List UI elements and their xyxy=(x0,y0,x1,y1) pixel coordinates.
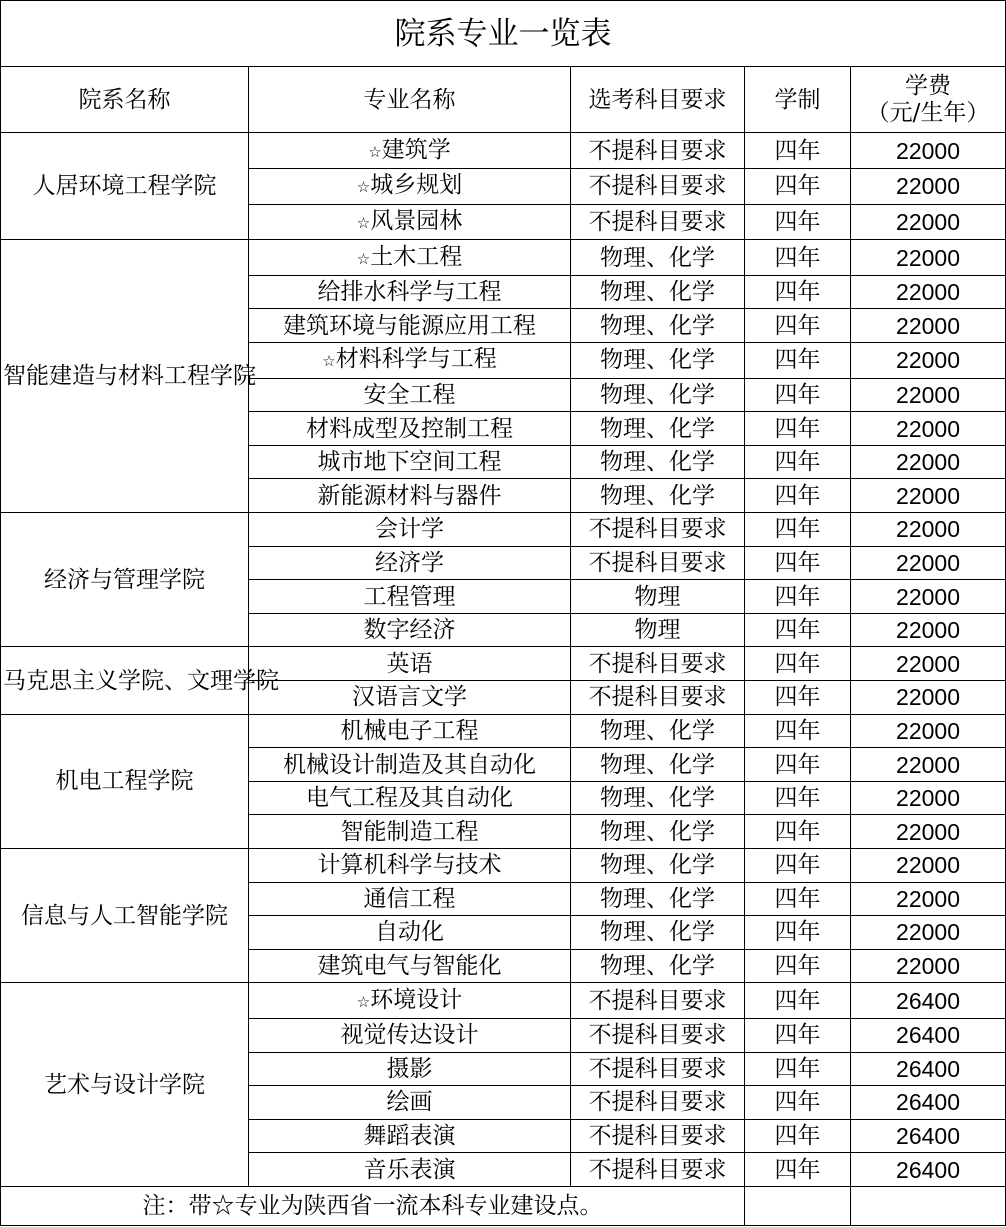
major-name-cell xyxy=(249,309,571,343)
major-name-cell xyxy=(249,378,571,412)
major-name: 建筑电气与智能化 xyxy=(317,953,502,980)
subjects-cell: 物理、化学 xyxy=(571,916,745,950)
subjects-cell: 不提科目要求 xyxy=(571,681,745,715)
major-name: 新能源材料与器件 xyxy=(317,482,502,509)
header-subjects: 选考科目要求 xyxy=(571,67,745,133)
subjects-cell: 物理、化学 xyxy=(571,378,745,412)
subjects-cell: 物理 xyxy=(571,613,745,647)
header-fee-line2: （元/生年） xyxy=(866,99,990,126)
major-name: 土木工程 xyxy=(370,243,463,270)
subjects-cell: 不提科目要求 xyxy=(571,1153,745,1187)
fee-cell: 22000 xyxy=(851,343,1006,379)
major-name: 风景园林 xyxy=(370,207,463,234)
major-name-cell xyxy=(249,781,571,815)
empty-cell xyxy=(851,1186,1006,1225)
fee-cell: 22000 xyxy=(851,546,1006,580)
major-name-cell xyxy=(249,240,571,276)
fee-cell: 22000 xyxy=(851,849,1006,883)
subjects-cell: 不提科目要求 xyxy=(571,546,745,580)
major-name: 摄影 xyxy=(386,1055,433,1082)
duration-cell: 四年 xyxy=(745,1153,851,1187)
fee-cell: 22000 xyxy=(851,580,1006,614)
subjects-cell: 不提科目要求 xyxy=(571,1119,745,1153)
fee-cell: 26400 xyxy=(851,983,1006,1019)
subjects-cell: 不提科目要求 xyxy=(571,169,745,205)
fee-cell: 22000 xyxy=(851,916,1006,950)
college-name-cell: 人居环境工程学院 xyxy=(1,133,249,240)
major-name: 会计学 xyxy=(375,516,444,543)
header-row xyxy=(1,67,1006,133)
table-row xyxy=(1,849,1006,883)
star-icon: ☆ xyxy=(322,352,336,371)
major-name-cell xyxy=(249,613,571,647)
duration-cell: 四年 xyxy=(745,546,851,580)
major-name-cell xyxy=(249,916,571,950)
college-name-cell: 机电工程学院 xyxy=(1,714,249,848)
major-name-cell xyxy=(249,647,571,681)
duration-cell: 四年 xyxy=(745,343,851,379)
subjects-cell: 物理、化学 xyxy=(571,445,745,479)
subjects-cell: 物理、化学 xyxy=(571,714,745,748)
major-name: 数字经济 xyxy=(363,617,456,644)
subjects-cell: 物理、化学 xyxy=(571,412,745,446)
table-title: 院系专业一览表 xyxy=(1,1,1006,67)
major-name-cell xyxy=(249,546,571,580)
fee-cell: 22000 xyxy=(851,613,1006,647)
fee-cell: 22000 xyxy=(851,647,1006,681)
fee-cell: 22000 xyxy=(851,781,1006,815)
major-name-cell xyxy=(249,204,571,240)
major-name: 自动化 xyxy=(375,919,444,946)
duration-cell: 四年 xyxy=(745,309,851,343)
table-row xyxy=(1,647,1006,681)
fee-cell: 22000 xyxy=(851,748,1006,782)
major-name-cell xyxy=(249,1153,571,1187)
star-icon: ☆ xyxy=(356,992,371,1011)
duration-cell: 四年 xyxy=(745,169,851,205)
fee-cell: 22000 xyxy=(851,479,1006,513)
table-row xyxy=(1,513,1006,547)
duration-cell: 四年 xyxy=(745,1086,851,1120)
header-college: 院系名称 xyxy=(1,67,249,133)
duration-cell: 四年 xyxy=(745,1019,851,1053)
major-name: 英语 xyxy=(386,650,433,677)
duration-cell: 四年 xyxy=(745,882,851,916)
duration-cell: 四年 xyxy=(745,240,851,276)
fee-cell: 26400 xyxy=(851,1052,1006,1086)
star-icon: ☆ xyxy=(356,213,371,232)
duration-cell: 四年 xyxy=(745,681,851,715)
fee-cell: 22000 xyxy=(851,309,1006,343)
major-name-cell xyxy=(249,580,571,614)
duration-cell: 四年 xyxy=(745,479,851,513)
subjects-cell: 物理、化学 xyxy=(571,309,745,343)
subjects-cell: 物理、化学 xyxy=(571,781,745,815)
major-name-cell xyxy=(249,412,571,446)
star-icon: ☆ xyxy=(368,142,382,161)
fee-cell: 22000 xyxy=(851,378,1006,412)
duration-cell: 四年 xyxy=(745,613,851,647)
duration-cell: 四年 xyxy=(745,133,851,169)
subjects-cell: 物理 xyxy=(571,580,745,614)
major-name: 智能制造工程 xyxy=(340,818,479,845)
fee-cell: 22000 xyxy=(851,815,1006,849)
duration-cell: 四年 xyxy=(745,513,851,547)
table-row xyxy=(1,983,1006,1019)
major-name: 绘画 xyxy=(386,1089,433,1116)
college-name-cell: 经济与管理学院 xyxy=(1,513,249,647)
major-name: 机械设计制造及其自动化 xyxy=(283,751,536,778)
duration-cell: 四年 xyxy=(745,916,851,950)
fee-cell: 22000 xyxy=(851,275,1006,309)
major-name: 建筑学 xyxy=(381,136,451,163)
fee-cell: 26400 xyxy=(851,1119,1006,1153)
duration-cell: 四年 xyxy=(745,983,851,1019)
major-name: 音乐表演 xyxy=(363,1156,456,1183)
major-name-cell xyxy=(249,445,571,479)
table-body xyxy=(1,1,1006,1226)
fee-cell: 22000 xyxy=(851,169,1006,205)
major-name-cell xyxy=(249,681,571,715)
major-name: 建筑环境与能源应用工程 xyxy=(283,312,536,339)
major-name-cell xyxy=(249,714,571,748)
major-name-cell xyxy=(249,849,571,883)
major-name-cell xyxy=(249,479,571,513)
major-name: 视觉传达设计 xyxy=(340,1022,479,1049)
major-name: 通信工程 xyxy=(363,885,456,912)
header-major: 专业名称 xyxy=(249,67,571,133)
major-name-cell xyxy=(249,983,571,1019)
subjects-cell: 不提科目要求 xyxy=(571,513,745,547)
subjects-cell: 物理、化学 xyxy=(571,748,745,782)
duration-cell: 四年 xyxy=(745,748,851,782)
fee-cell: 26400 xyxy=(851,1153,1006,1187)
major-name: 舞蹈表演 xyxy=(363,1123,456,1150)
duration-cell: 四年 xyxy=(745,949,851,983)
fee-cell: 22000 xyxy=(851,240,1006,276)
subjects-cell: 物理、化学 xyxy=(571,240,745,276)
college-name-cell: 信息与人工智能学院 xyxy=(1,849,249,983)
header-fee-line1: 学费 xyxy=(905,72,952,99)
college-name-cell: 艺术与设计学院 xyxy=(1,983,249,1187)
fee-cell: 22000 xyxy=(851,445,1006,479)
duration-cell: 四年 xyxy=(745,647,851,681)
fee-cell: 22000 xyxy=(851,681,1006,715)
star-icon: ☆ xyxy=(356,249,371,268)
table-row xyxy=(1,133,1006,169)
duration-cell: 四年 xyxy=(745,204,851,240)
subjects-cell: 物理、化学 xyxy=(571,949,745,983)
fee-cell: 22000 xyxy=(851,412,1006,446)
subjects-cell: 不提科目要求 xyxy=(571,204,745,240)
subjects-cell: 物理、化学 xyxy=(571,343,745,379)
major-name-cell xyxy=(249,275,571,309)
major-name: 材料成型及控制工程 xyxy=(306,415,513,442)
table-row xyxy=(1,240,1006,276)
duration-cell: 四年 xyxy=(745,815,851,849)
major-name-cell xyxy=(249,815,571,849)
fee-cell: 22000 xyxy=(851,133,1006,169)
major-name: 汉语言文学 xyxy=(352,684,467,711)
subjects-cell: 不提科目要求 xyxy=(571,983,745,1019)
subjects-cell: 物理、化学 xyxy=(571,882,745,916)
duration-cell: 四年 xyxy=(745,445,851,479)
duration-cell: 四年 xyxy=(745,275,851,309)
subjects-cell: 不提科目要求 xyxy=(571,1019,745,1053)
major-name: 给排水科学与工程 xyxy=(317,279,502,306)
major-name-cell xyxy=(249,1052,571,1086)
header-duration: 学制 xyxy=(745,67,851,133)
college-name-cell: 马克思主义学院、文理学院 xyxy=(1,647,249,714)
subjects-cell: 不提科目要求 xyxy=(571,1086,745,1120)
header-fee xyxy=(851,67,1006,133)
major-name-cell xyxy=(249,1019,571,1053)
fee-cell: 22000 xyxy=(851,949,1006,983)
major-name: 经济学 xyxy=(375,549,444,576)
subjects-cell: 不提科目要求 xyxy=(571,1052,745,1086)
duration-cell: 四年 xyxy=(745,1052,851,1086)
subjects-cell: 物理、化学 xyxy=(571,275,745,309)
major-name: 城市地下空间工程 xyxy=(317,449,502,476)
college-name-cell: 智能建造与材料工程学院 xyxy=(1,240,249,513)
major-name: 机械电子工程 xyxy=(340,717,479,744)
major-name: 工程管理 xyxy=(363,583,456,610)
duration-cell: 四年 xyxy=(745,412,851,446)
fee-cell: 22000 xyxy=(851,882,1006,916)
fee-cell: 22000 xyxy=(851,714,1006,748)
major-name: 材料科学与工程 xyxy=(335,346,497,373)
fee-cell: 22000 xyxy=(851,513,1006,547)
subjects-cell: 不提科目要求 xyxy=(571,133,745,169)
major-name: 计算机科学与技术 xyxy=(317,852,502,879)
duration-cell: 四年 xyxy=(745,580,851,614)
major-name-cell xyxy=(249,343,571,379)
duration-cell: 四年 xyxy=(745,781,851,815)
major-name-cell xyxy=(249,1119,571,1153)
major-name-cell xyxy=(249,1086,571,1120)
subjects-cell: 物理、化学 xyxy=(571,815,745,849)
footnote: 注：带☆专业为陕西省一流本科专业建设点。 xyxy=(1,1186,745,1225)
fee-cell: 26400 xyxy=(851,1019,1006,1053)
major-name-cell xyxy=(249,133,571,169)
subjects-cell: 不提科目要求 xyxy=(571,647,745,681)
major-name-cell xyxy=(249,748,571,782)
duration-cell: 四年 xyxy=(745,1119,851,1153)
fee-cell: 22000 xyxy=(851,204,1006,240)
major-name: 城乡规划 xyxy=(370,172,463,199)
empty-cell xyxy=(745,1186,851,1225)
subjects-cell: 物理、化学 xyxy=(571,479,745,513)
star-icon: ☆ xyxy=(356,178,371,197)
major-name: 环境设计 xyxy=(370,986,463,1013)
major-name: 电气工程及其自动化 xyxy=(306,785,513,812)
title-row xyxy=(1,1,1006,67)
major-name-cell xyxy=(249,949,571,983)
duration-cell: 四年 xyxy=(745,714,851,748)
table-row xyxy=(1,714,1006,748)
fee-cell: 26400 xyxy=(851,1086,1006,1120)
duration-cell: 四年 xyxy=(745,378,851,412)
note-row xyxy=(1,1186,1006,1225)
duration-cell: 四年 xyxy=(745,849,851,883)
major-name-cell xyxy=(249,169,571,205)
major-name: 安全工程 xyxy=(363,381,456,408)
subjects-cell: 物理、化学 xyxy=(571,849,745,883)
major-name-cell xyxy=(249,513,571,547)
major-name-cell xyxy=(249,882,571,916)
